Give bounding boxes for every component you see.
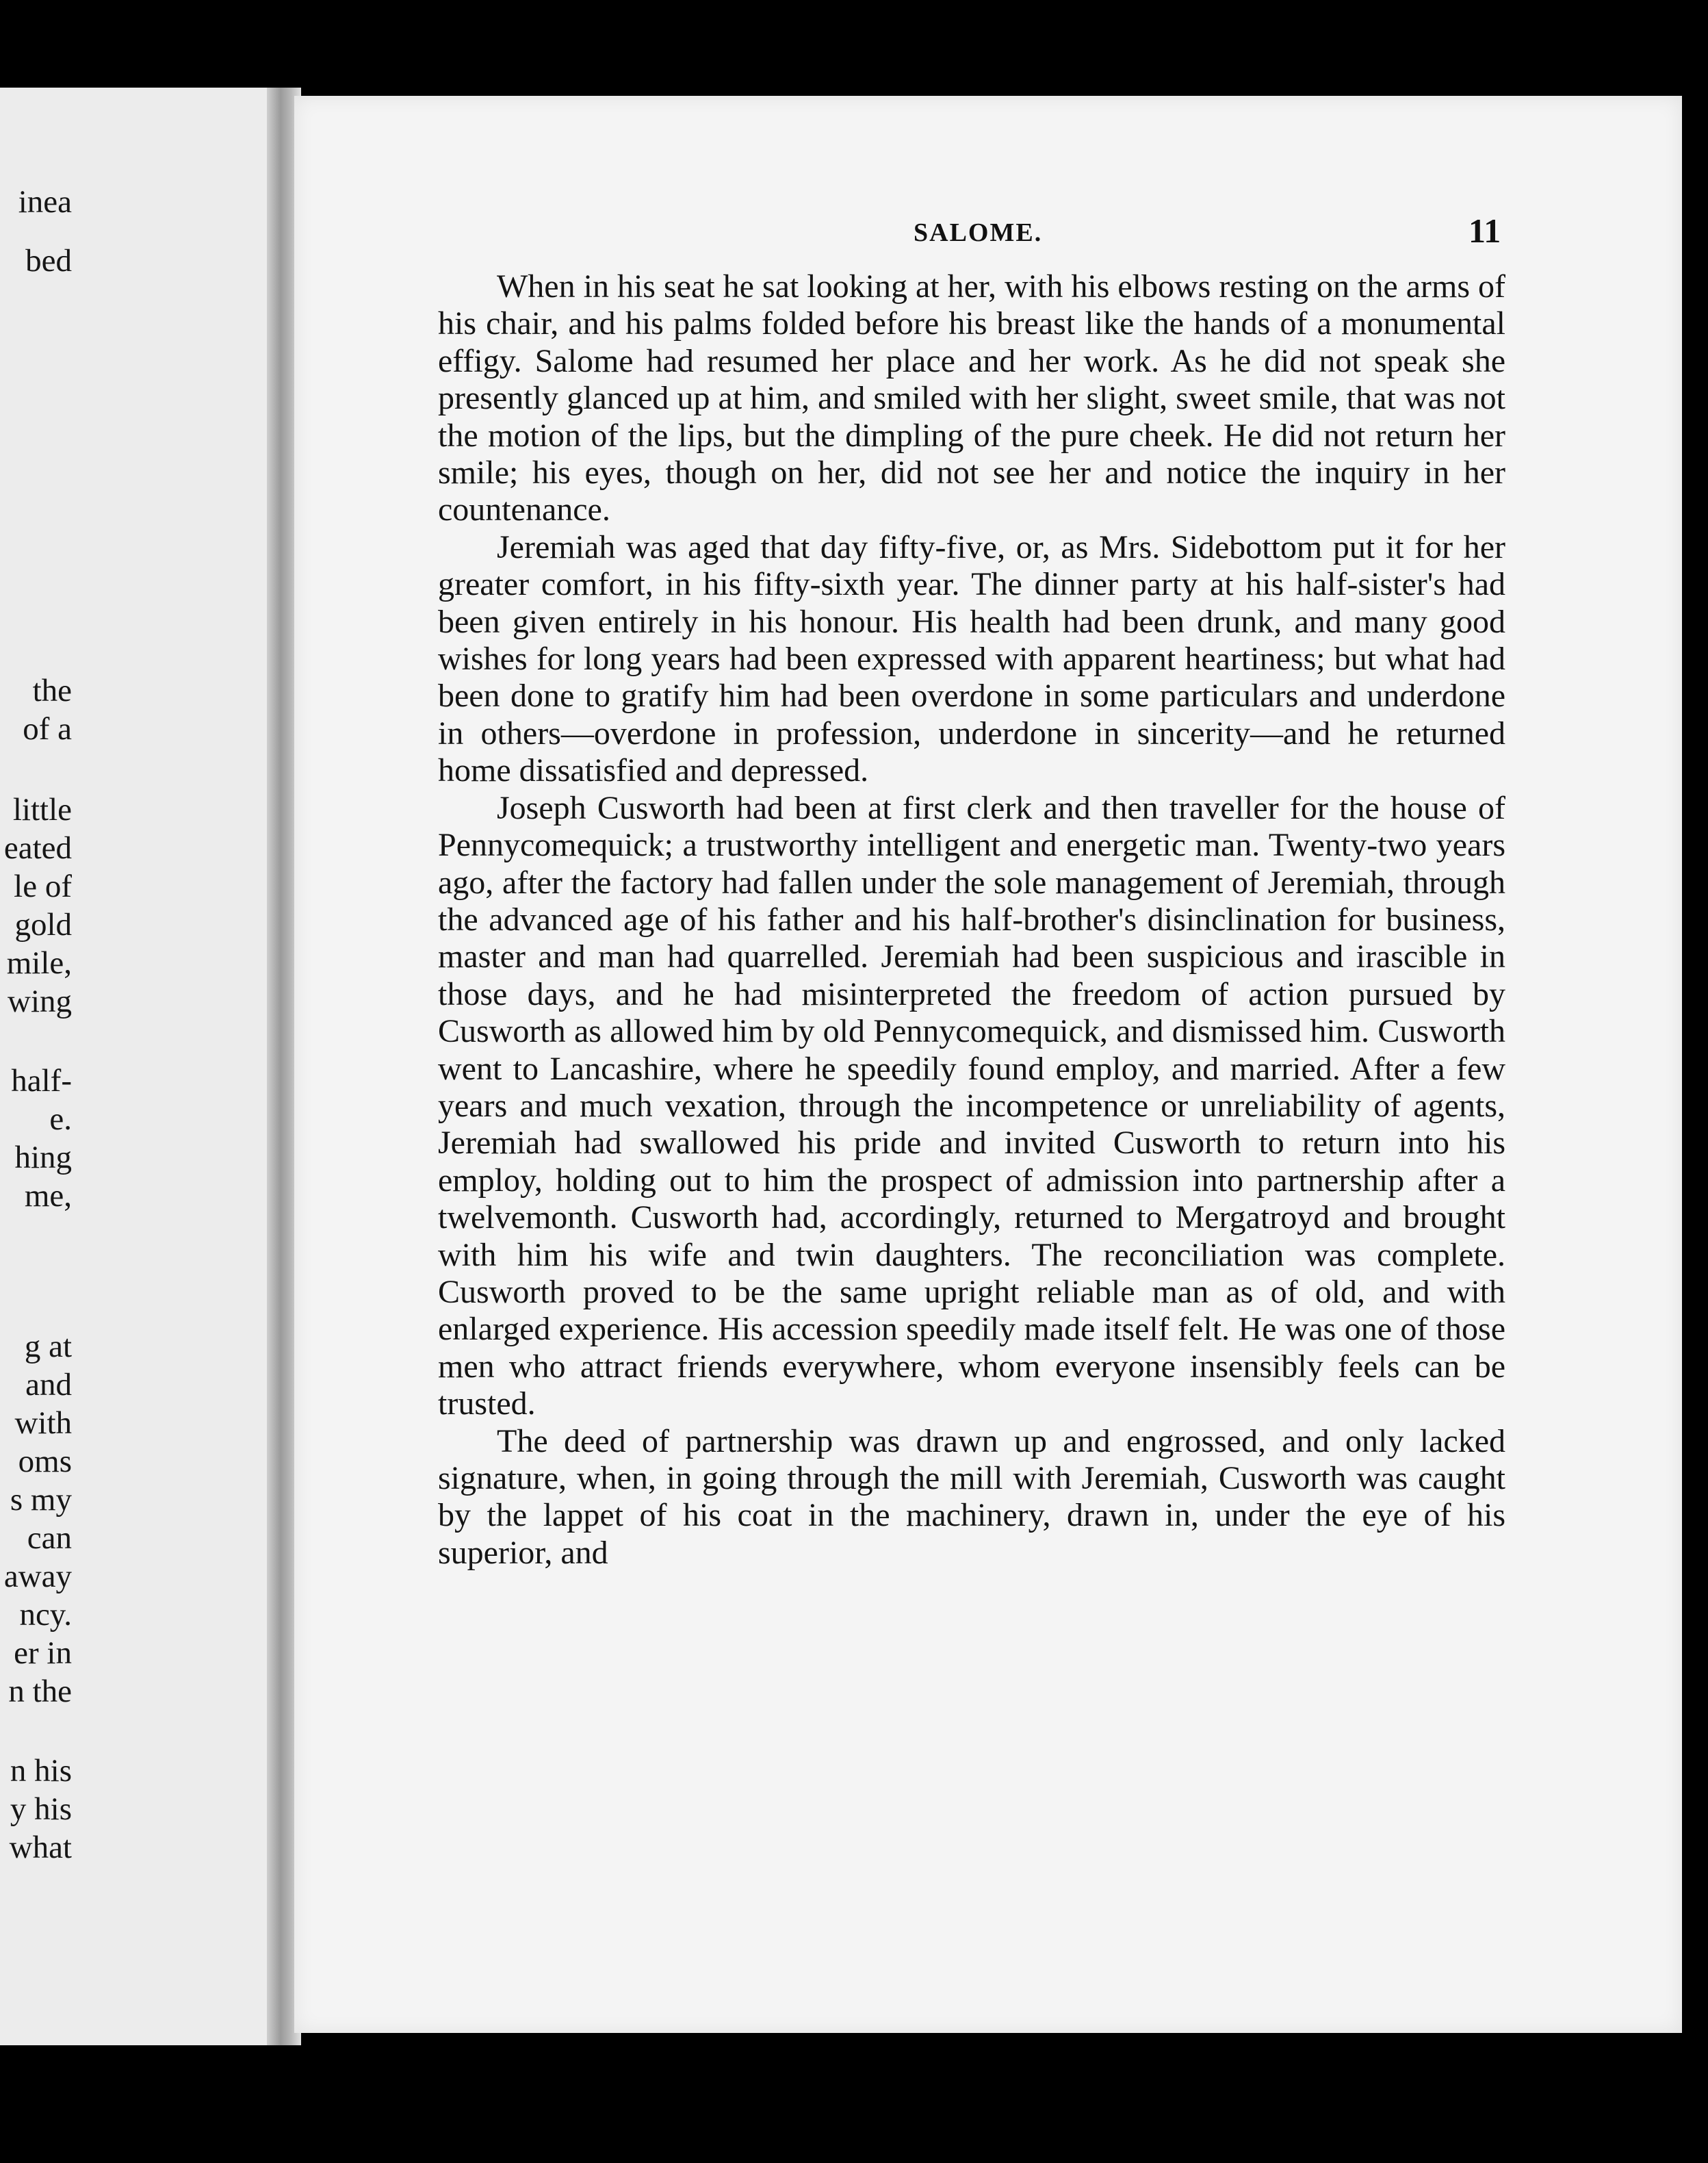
paragraph: The deed of partnership was drawn up and engrossed, and only lacked signature, when, in going through the mill with Jeremiah, Cusworth was caught by the lappet of his coat in the machinery, drawn in, under the eye of his superior, and: [438, 1422, 1505, 1571]
left-page-fragment: hing: [14, 1140, 72, 1175]
left-page-fragment: gold: [14, 907, 72, 943]
paragraph: Joseph Cusworth had been at first clerk and then traveller for the house of Pennycomequick; a trustworthy intelligent and energetic man. Twenty-two years ago, after the factory had fallen under the sole management of Jeremiah, through the advanced age of his father and his half-brother's disinclination for business, master and man had quarrelled. Jeremiah had been suspicious and irascible in those days, and he had misinterpreted the freedom of action pursued by Cusworth as allowed him by old Pennycomequick, and dismissed him. Cusworth went to Lancashire, where he speedily found employ, and married. After a few years and much vexation, through the incompetence or unreliability of agents, Jeremiah had swallowed his pride and invited Cusworth to return into his employ, holding out to him the prospect of admission into partnership after a twelvemonth. Cusworth had, accordingly, returned to Mergatroyd and brought with him his wife and twin daughters. The reconciliation was complete. Cusworth proved to be the same upright reliable man as of old, and with enlarged experience. His accession speedily made itself felt. He was one of those men who attract friends everywhere, whom everyone insensibly feels can be trusted.: [438, 789, 1505, 1422]
left-page: [0, 88, 281, 2045]
left-page-fragment: er in: [14, 1635, 72, 1671]
left-page-fragment: eated: [3, 830, 72, 866]
paragraph: When in his seat he sat looking at her, with his elbows resting on the arms of his chair, and his palms folded before his breast like the hands of a monumental effigy. Salome had resumed her place and her work. As he did not speak she presently glanced up at him, and smiled with her slight, sweet smile, that was not the motion of the lips, but the dimpling of the pure cheek. He did not return her smile; his eyes, though on her, did not see her and notice the inquiry in her countenance.: [438, 268, 1505, 528]
paragraph: Jeremiah was aged that day fifty-five, or, as Mrs. Sidebottom put it for her greater comfort, in his fifty-sixth year. The dinner party at his half-sister's had been given entirely in his honour. His health had been drunk, and many good wishes for long years had been expressed with apparent heartiness; but what had been done to gratify him had been overdone in some particulars and underdone in others—overdone in profession, underdone in sincerity—and he returned home dissatisfied and depressed.: [438, 528, 1505, 789]
left-page-fragment: y his: [10, 1791, 72, 1827]
left-page-fragment: inea: [18, 184, 72, 220]
left-page-fragment: half-: [11, 1063, 72, 1099]
left-page-fragment: with: [14, 1405, 72, 1441]
left-page-fragment: bed: [25, 243, 72, 279]
body-text: [438, 268, 1505, 1572]
left-page-fragment: can: [27, 1520, 72, 1556]
left-page-fragment: g at: [24, 1329, 72, 1364]
right-page: [294, 96, 1682, 2033]
running-head: SALOME.: [914, 218, 1043, 247]
left-page-fragment: little: [12, 792, 72, 828]
left-page-fragment: wing: [8, 984, 72, 1019]
left-page-fragment: e.: [49, 1101, 72, 1137]
left-page-fragment: away: [3, 1559, 72, 1594]
left-page-fragment: n his: [10, 1753, 72, 1789]
page-number: 11: [1468, 212, 1501, 250]
left-page-fragment: mile,: [6, 945, 72, 981]
left-page-fragment: the: [32, 673, 72, 708]
left-page-fragment: oms: [18, 1444, 72, 1479]
left-page-fragment: n the: [8, 1674, 72, 1709]
left-page-fragment: le of: [14, 869, 72, 904]
left-page-fragment: s my: [10, 1482, 72, 1518]
left-page-fragment: me,: [24, 1178, 72, 1214]
left-page-text-fragments: [0, 88, 72, 2045]
left-page-fragment: ncy.: [19, 1597, 72, 1633]
left-page-fragment: what: [9, 1830, 72, 1865]
left-page-fragment: and: [25, 1367, 72, 1403]
left-page-fragment: of a: [23, 711, 72, 747]
